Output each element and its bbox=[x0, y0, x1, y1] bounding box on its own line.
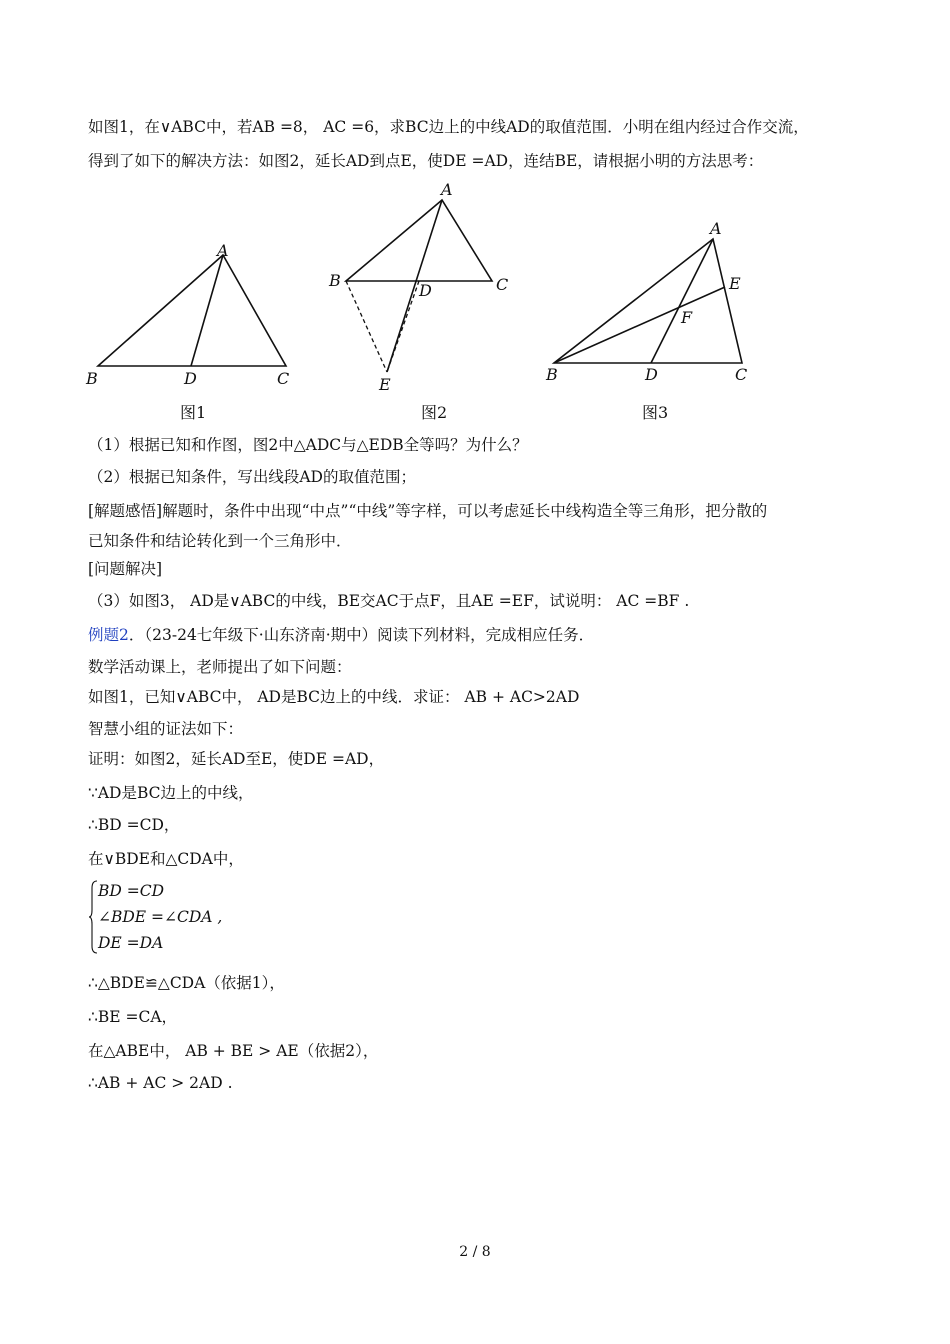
figure-1-caption: 图1 bbox=[180, 403, 207, 422]
question-2: （2）根据已知条件，写出线段AD的取值范围； bbox=[88, 468, 416, 486]
fig3-label-f: F bbox=[681, 308, 693, 327]
example-2-line-1: 数学活动课上，老师提出了如下问题： bbox=[88, 658, 352, 676]
proof-line-1: 证明：如图2，延长AD至E，使DE =AD， bbox=[88, 750, 385, 768]
intro-line-2: 得到了如下的解决方法：如图2，延长AD到点E，使DE =AD，连结BE，请根据小明的方法思考： bbox=[88, 152, 764, 170]
fig1-label-a: A bbox=[217, 241, 229, 260]
example-2-line-2: 如图1，已知∨ABC中， AD是BC边上的中线．求证： AB + AC>2AD bbox=[88, 688, 580, 706]
system-eq-3: DE =DA bbox=[98, 934, 164, 952]
proof-line-5: ∴△BDE≌△CDA（依据1）， bbox=[88, 974, 285, 992]
intro-line-1: 如图1，在∨ABC中，若AB =8， AC =6，求BC边上的中线AD的取值范围．小明在组内经过合作交流， bbox=[88, 118, 809, 136]
proof-line-2: ∵AD是BC边上的中线， bbox=[88, 784, 254, 802]
fig3-label-a: A bbox=[710, 219, 722, 238]
page-number: 2 / 8 bbox=[459, 1244, 491, 1260]
figure-1 bbox=[80, 236, 300, 396]
triangle-abc bbox=[554, 239, 742, 363]
triangle-abc bbox=[98, 255, 286, 366]
figure-2-caption: 图2 bbox=[421, 403, 448, 422]
example-2-line-3: 智慧小组的证法如下： bbox=[88, 720, 244, 738]
figure-3 bbox=[540, 216, 770, 396]
proof-line-8: ∴AB + AC > 2AD . bbox=[88, 1074, 233, 1092]
question-1: （1）根据已知和作图，图2中△ADC与△EDB全等吗？为什么？ bbox=[88, 436, 528, 454]
example-2-header bbox=[88, 624, 594, 646]
insight-line-1: [解题感悟]解题时，条件中出现“中点”“中线”等字样，可以考虑延长中线构造全等三角形，把分散的 bbox=[88, 502, 768, 520]
proof-line-3: ∴BD =CD， bbox=[88, 816, 180, 834]
fig1-label-d: D bbox=[184, 369, 197, 388]
fig2-label-e: E bbox=[379, 375, 391, 394]
proof-line-6: ∴BE =CA， bbox=[88, 1008, 178, 1026]
triangle-abc bbox=[346, 200, 492, 281]
dashed-be bbox=[346, 281, 387, 372]
fig3-label-d: D bbox=[645, 365, 658, 384]
fig3-label-e: E bbox=[729, 274, 741, 293]
figure-2 bbox=[320, 178, 520, 398]
fig2-label-d: D bbox=[419, 281, 432, 300]
example-2-label: 例题2 bbox=[88, 626, 129, 644]
figure-3-caption: 图3 bbox=[642, 403, 669, 422]
question-3: （3）如图3， AD是∨ABC的中线，BE交AC于点F，且AE =EF，试说明： AC =BF . bbox=[88, 592, 690, 610]
proof-line-7: 在△ABE中， AB + BE > AE（依据2）， bbox=[88, 1042, 379, 1060]
system-eq-2: ∠BDE =∠CDA , bbox=[98, 908, 223, 926]
insight-line-2: 已知条件和结论转化到一个三角形中． bbox=[88, 532, 352, 550]
system-eq-1: BD =CD bbox=[98, 882, 165, 900]
fig2-label-c: C bbox=[496, 275, 509, 294]
median-ad bbox=[191, 255, 223, 366]
system-brace bbox=[88, 880, 98, 954]
fig1-label-c: C bbox=[277, 369, 290, 388]
fig2-label-a: A bbox=[441, 180, 453, 199]
segment-be bbox=[554, 287, 725, 363]
example-2-source: ．（23-24七年级下·山东济南·期中）阅读下列材料，完成相应任务． bbox=[128, 626, 595, 644]
proof-line-4: 在∨BDE和△CDA中， bbox=[88, 850, 244, 868]
fig3-label-c: C bbox=[735, 365, 748, 384]
median-ad bbox=[387, 200, 442, 372]
fig2-label-b: B bbox=[329, 271, 341, 290]
problem-solving-header: [问题解决] bbox=[88, 560, 163, 578]
fig3-label-b: B bbox=[546, 365, 558, 384]
fig1-label-b: B bbox=[86, 369, 98, 388]
median-ad bbox=[651, 239, 713, 363]
